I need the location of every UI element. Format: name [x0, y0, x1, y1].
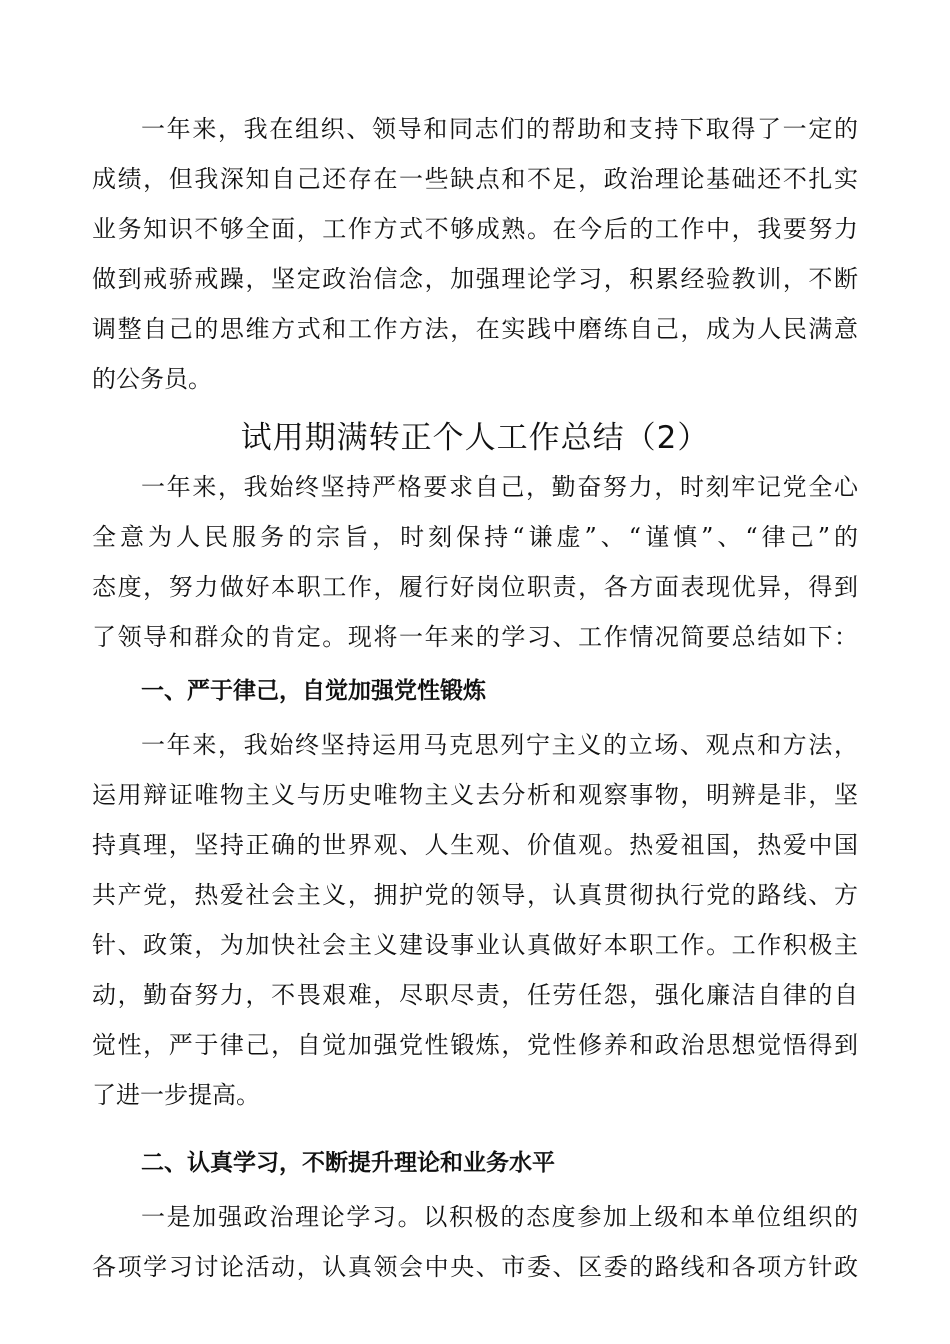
opening-paragraph: [92, 462, 858, 662]
text-line: 运用辩证唯物主义与历史唯物主义去分析和观察事物，明辨是非，坚: [92, 781, 858, 809]
text-line: 共产党，热爱社会主义，拥护党的领导，认真贯彻执行党的路线、方: [92, 881, 858, 909]
text-line: 各项学习讨论活动，认真领会中央、市委、区委的路线和各项方针政: [92, 1253, 858, 1281]
text-line: 态度，努力做好本职工作，履行好岗位职责，各方面表现优异，得到: [92, 573, 858, 601]
text-line: 一年来，我在组织、领导和同志们的帮助和支持下取得了一定的: [141, 115, 858, 143]
document-title: 试用期满转正个人工作总结（2）: [240, 420, 710, 456]
text-line: 一年来，我始终坚持严格要求自己，勤奋努力，时刻牢记党全心: [141, 473, 858, 501]
text-line: 调整自己的思维方式和工作方法，在实践中磨练自己，成为人民满意: [92, 315, 858, 343]
text-line: 成绩，但我深知自己还存在一些缺点和不足，政治理论基础还不扎实: [92, 165, 858, 193]
text-line: 做到戒骄戒躁，坚定政治信念，加强理论学习，积累经验教训，不断: [92, 265, 858, 293]
section1-paragraph: [92, 720, 858, 1120]
spacer: [92, 1120, 858, 1134]
text-line: 觉性，严于律己，自觉加强党性锻炼，党性修养和政治思想觉悟得到: [92, 1031, 858, 1059]
text-line: 一年来，我始终坚持运用马克思列宁主义的立场、观点和方法，: [141, 731, 858, 759]
text-line: 了进一步提高。: [92, 1081, 260, 1109]
intro-paragraph: [92, 104, 858, 404]
text-line: 的公务员。: [92, 365, 212, 393]
text-line: 针、政策，为加快社会主义建设事业认真做好本职工作。工作积极主: [92, 931, 858, 959]
section-heading-2: 二、认真学习，不断提升理论和业务水平: [141, 1150, 555, 1176]
text-line: 了领导和群众的肯定。现将一年来的学习、工作情况简要总结如下：: [92, 623, 858, 651]
section2-paragraph: [92, 1192, 858, 1292]
text-line: 一是加强政治理论学习。以积极的态度参加上级和本单位组织的: [141, 1203, 858, 1231]
text-line: 持真理，坚持正确的世界观、人生观、价值观。热爱祖国，热爱中国: [92, 831, 858, 859]
text-line: 全意为人民服务的宗旨，时刻保持“谦虚”、“谨慎”、“律己”的: [92, 523, 858, 551]
text-line: 动，勤奋努力，不畏艰难，尽职尽责，任劳任怨，强化廉洁自律的自: [92, 981, 858, 1009]
text-line: 业务知识不够全面，工作方式不够成熟。在今后的工作中，我要努力: [92, 215, 858, 243]
section-heading-1: 一、严于律己，自觉加强党性锻炼: [141, 678, 486, 704]
